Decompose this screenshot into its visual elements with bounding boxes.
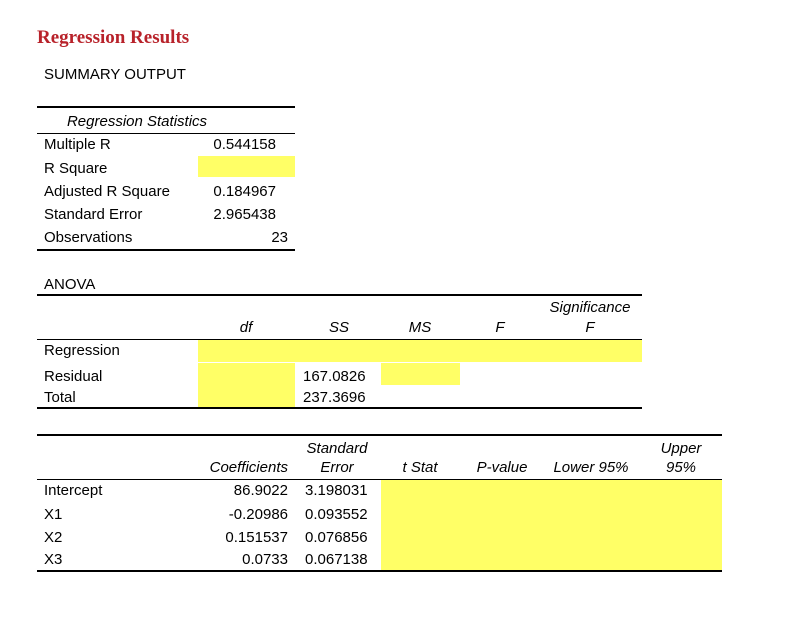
coef-header-coefficients: Coefficients — [209, 459, 288, 476]
coef-value-intercept: 86.9022 — [233, 482, 288, 499]
coef-header-upper: Upper — [660, 440, 702, 457]
anova-df-blanks[interactable] — [198, 363, 295, 407]
coef-se-x2: 0.076856 — [305, 529, 368, 546]
anova-residual-ms-blank[interactable] — [381, 363, 460, 385]
coef-value-x2: 0.151537 — [225, 529, 288, 546]
anova-total-ss: 237.3696 — [303, 389, 366, 406]
coef-value-x1: -0.20986 — [228, 506, 288, 523]
regstats-value-observations: 23 — [271, 229, 288, 246]
anova-label: ANOVA — [44, 276, 96, 293]
anova-bottom-rule — [37, 407, 642, 409]
regstats-label-adj-r-square: Adjusted R Square — [44, 183, 170, 200]
anova-header-ss: SS — [328, 319, 349, 336]
coef-header-error: Error — [320, 459, 354, 476]
regstats-label-multiple-r: Multiple R — [44, 136, 111, 153]
coef-label-x2: X2 — [44, 529, 63, 546]
anova-label-regression: Regression — [44, 342, 120, 359]
anova-label-residual: Residual — [44, 368, 103, 385]
coef-top-rule — [37, 434, 722, 436]
anova-residual-ss: 167.0826 — [303, 368, 366, 385]
regstats-header: Regression Statistics — [66, 113, 208, 130]
anova-label-total: Total — [44, 389, 76, 406]
coef-value-x3: 0.0733 — [242, 551, 288, 568]
coef-se-x3: 0.067138 — [305, 551, 368, 568]
regstats-label-std-error: Standard Error — [44, 206, 143, 223]
coef-label-intercept: Intercept — [44, 482, 103, 499]
regstats-value-std-error: 2.965438 — [213, 206, 276, 223]
regstats-header-rule — [37, 133, 295, 134]
regstats-value-adj-r-square: 0.184967 — [213, 183, 276, 200]
anova-header-significance: Significance — [549, 299, 631, 316]
regstats-label-observations: Observations — [44, 229, 133, 246]
coef-header-pvalue: P-value — [476, 459, 528, 476]
coef-label-x3: X3 — [44, 551, 63, 568]
coef-se-x1: 0.093552 — [305, 506, 368, 523]
anova-header-df: df — [239, 319, 253, 336]
summary-output-label: SUMMARY OUTPUT — [44, 66, 186, 83]
anova-regression-blanks[interactable] — [198, 340, 642, 362]
regstats-value-multiple-r: 0.544158 — [213, 136, 276, 153]
coef-header-upper95: 95% — [665, 459, 697, 476]
coef-header-tstat: t Stat — [402, 459, 438, 476]
regstats-value-r-square[interactable] — [198, 156, 295, 177]
anova-header-significance-f: F — [585, 319, 595, 336]
coef-header-lower95: Lower 95% — [553, 459, 629, 476]
anova-header-ms: MS — [408, 319, 432, 336]
page-title: Regression Results — [37, 27, 190, 48]
regstats-top-rule — [37, 106, 295, 108]
coef-blanks-highlight[interactable] — [381, 480, 722, 570]
coef-label-x1: X1 — [44, 506, 63, 523]
regstats-bottom-rule — [37, 249, 295, 251]
coef-bottom-rule — [37, 570, 722, 572]
anova-top-rule — [37, 294, 642, 296]
coef-header-standard: Standard — [306, 440, 368, 457]
coef-se-intercept: 3.198031 — [305, 482, 368, 499]
regstats-label-r-square: R Square — [44, 160, 108, 177]
anova-header-f: F — [495, 319, 505, 336]
